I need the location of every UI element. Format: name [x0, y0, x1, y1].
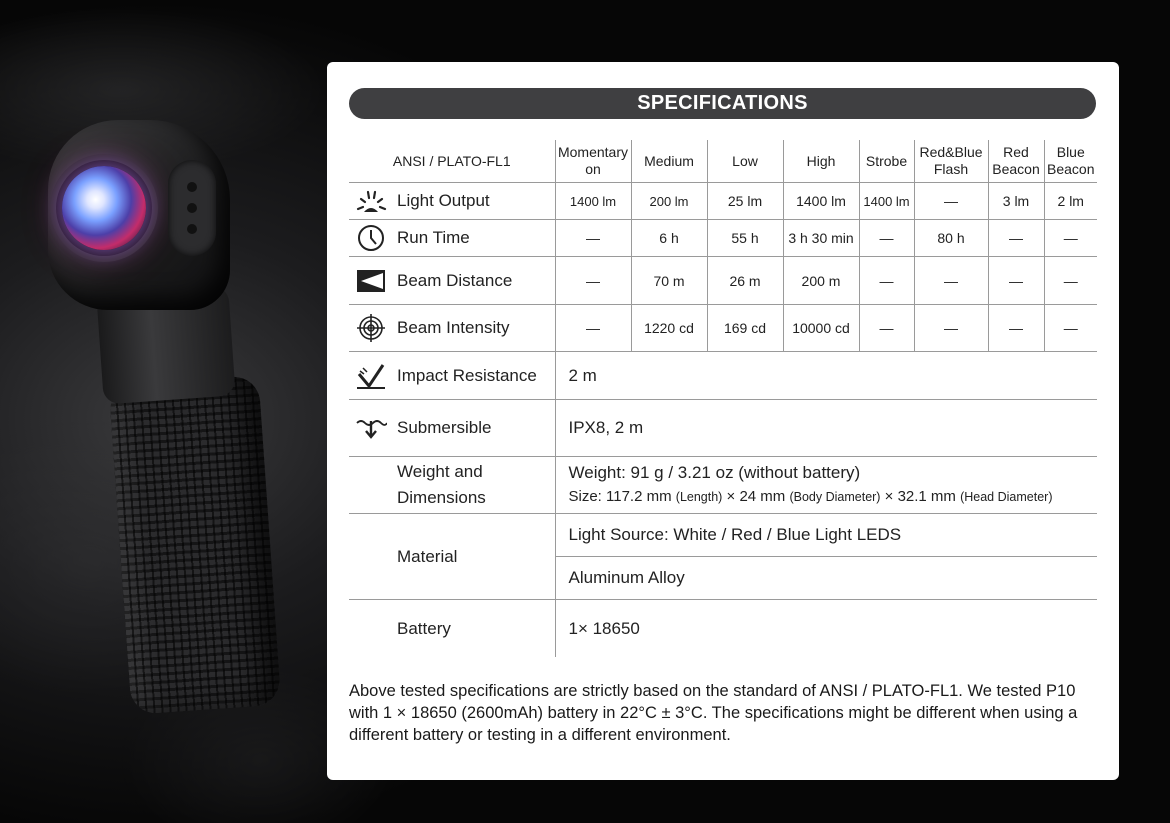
- mode-label: Beacon: [1047, 161, 1095, 177]
- table-row: [349, 257, 1097, 305]
- spec-card: [327, 62, 1119, 780]
- cell: 1400 lm: [555, 183, 631, 220]
- mode-header: [783, 140, 859, 183]
- target-icon: [355, 314, 387, 342]
- cell: 3 h 30 min: [783, 220, 859, 257]
- cell: 2 lm: [1044, 183, 1097, 220]
- label-text: Run Time: [397, 228, 470, 247]
- beam-distance-icon: [355, 267, 387, 295]
- cell: 55 h: [707, 220, 783, 257]
- standard-header: ANSI / PLATO-FL1: [349, 140, 555, 183]
- cell: —: [859, 220, 914, 257]
- cell: 169 cd: [707, 305, 783, 352]
- flashlight-button: [168, 160, 216, 256]
- row-label: [349, 305, 555, 352]
- table-row: [349, 183, 1097, 220]
- flashlight-body: [109, 375, 282, 715]
- mode-label: Beacon: [992, 161, 1040, 177]
- cell: 1400 lm: [783, 183, 859, 220]
- row-label: [349, 514, 555, 600]
- spec-table: [349, 140, 1097, 657]
- mode-label: Strobe: [865, 152, 908, 169]
- cell: 1400 lm: [859, 183, 914, 220]
- cell: 10000 cd: [783, 305, 859, 352]
- mode-header: [988, 140, 1044, 183]
- mode-label: Red: [1003, 144, 1029, 160]
- table-row: [349, 457, 1097, 514]
- label-text: Weight and: [397, 462, 483, 481]
- row-label: [349, 257, 555, 305]
- cell: —: [988, 257, 1044, 305]
- label-text: Dimensions: [397, 488, 486, 507]
- size-text: [569, 485, 1098, 509]
- size-part: (Body Diameter): [789, 490, 881, 504]
- row-label: [349, 400, 555, 457]
- mode-label: High: [806, 152, 836, 169]
- mode-header: [859, 140, 914, 183]
- table-row: [349, 600, 1097, 658]
- submersible-icon: [355, 414, 387, 442]
- cell: —: [555, 257, 631, 305]
- disclaimer-text: Above tested specifications are strictly based on the standard of ANSI / PLATO-FL1. We tested P10 with 1 × 18650 (2600mAh) battery in 22°C ± 3°C. The specifications might be different when using a different battery or testing in a different environment.: [349, 682, 1078, 744]
- cell: Light Source: White / Red / Blue Light LEDS: [555, 514, 1097, 557]
- label-text: Light Output: [397, 191, 490, 210]
- page-title: SPECIFICATIONS: [349, 88, 1096, 119]
- cell: —: [914, 183, 988, 220]
- table-row: [349, 400, 1097, 457]
- cell: Aluminum Alloy: [555, 557, 1097, 600]
- mode-label: Low: [732, 152, 758, 169]
- mode-label: Momentary: [557, 144, 629, 160]
- size-part: × 32.1 mm: [884, 488, 956, 505]
- cell: 200 m: [783, 257, 859, 305]
- cell: 25 lm: [707, 183, 783, 220]
- cell: 200 lm: [631, 183, 707, 220]
- cell: [555, 457, 1097, 514]
- cell: —: [1044, 305, 1097, 352]
- label-text: Impact Resistance: [397, 365, 537, 385]
- cell: 3 lm: [988, 183, 1044, 220]
- label-text: Material: [397, 546, 458, 566]
- cell: —: [555, 220, 631, 257]
- impact-icon: [355, 362, 387, 390]
- size-part: × 24 mm: [726, 488, 786, 505]
- cell: —: [859, 257, 914, 305]
- mode-header: [1044, 140, 1097, 183]
- mode-header: [914, 140, 988, 183]
- label-text: Beam Distance: [397, 270, 513, 290]
- cell: 6 h: [631, 220, 707, 257]
- cell: —: [988, 305, 1044, 352]
- size-part: Size: 117.2 mm: [568, 488, 672, 505]
- size-part: (Length): [675, 490, 723, 504]
- mode-label: Flash: [933, 161, 969, 177]
- label-text: Submersible: [397, 418, 492, 437]
- table-row: [349, 220, 1097, 257]
- cell: —: [1044, 220, 1097, 257]
- mode-label: Blue: [1056, 144, 1085, 160]
- cell: 26 m: [707, 257, 783, 305]
- label-text: Beam Intensity: [397, 318, 510, 337]
- cell: —: [914, 305, 988, 352]
- table-row: [349, 305, 1097, 352]
- table-row: [349, 514, 1097, 557]
- cell: 2 m: [555, 352, 1097, 400]
- size-part: (Head Diameter): [960, 490, 1053, 504]
- cell: 1× 18650: [555, 600, 1097, 658]
- row-label: [349, 600, 555, 658]
- cell: —: [1044, 257, 1097, 305]
- cell: —: [859, 305, 914, 352]
- cell: —: [914, 257, 988, 305]
- row-label: [349, 183, 555, 220]
- mode-label: on: [585, 161, 601, 177]
- cell: 1220 cd: [631, 305, 707, 352]
- label-text: Battery: [397, 618, 451, 638]
- mode-label: Medium: [644, 152, 694, 169]
- mode-header: [707, 140, 783, 183]
- row-label: [349, 220, 555, 257]
- mode-header: [555, 140, 631, 183]
- mode-header: [631, 140, 707, 183]
- row-label: [349, 352, 555, 400]
- cell: 80 h: [914, 220, 988, 257]
- header-row: [349, 140, 1097, 183]
- mode-label: Red&Blue: [919, 144, 983, 160]
- table-row: [349, 352, 1097, 400]
- cell: IPX8, 2 m: [555, 400, 1097, 457]
- cell: —: [555, 305, 631, 352]
- light-output-icon: [355, 187, 387, 215]
- flashlight-lens: [62, 166, 146, 250]
- cell: —: [988, 220, 1044, 257]
- clock-icon: [355, 224, 387, 252]
- cell: 70 m: [631, 257, 707, 305]
- weight-text: Weight: 91 g / 3.21 oz (without battery): [568, 463, 861, 482]
- row-label: [349, 457, 555, 514]
